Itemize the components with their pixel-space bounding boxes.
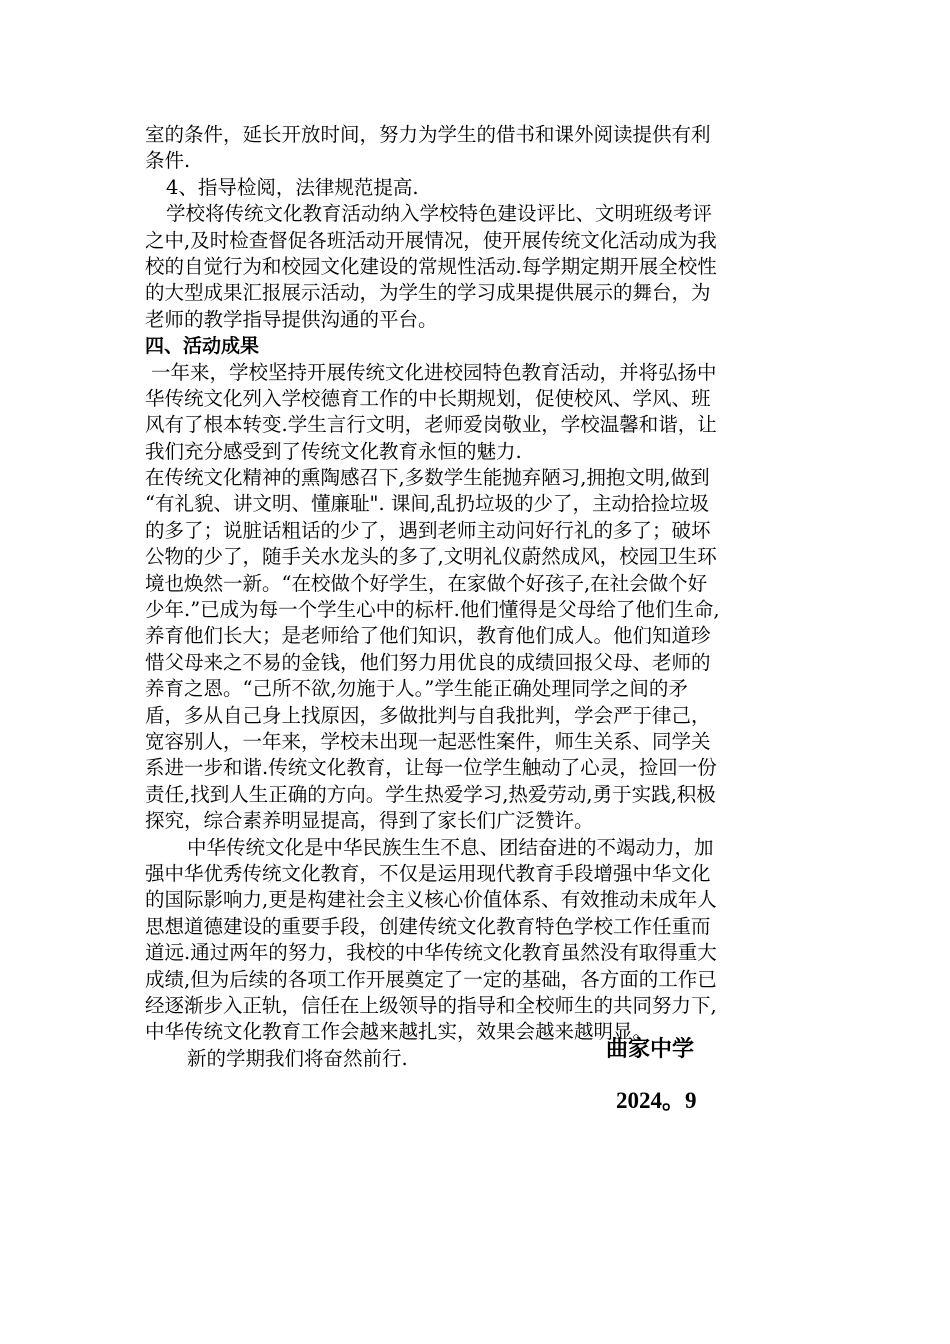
text-line: 宽容别人，一年来，学校未出现一起恶性案件，师生关系、同学关	[145, 729, 711, 753]
text-line: 思想道德建设的重要手段，创建传统文化教育特色学校工作任重而	[145, 914, 711, 938]
text-line: 我们充分感受到了传统文化教育永恒的魅力.	[145, 439, 522, 463]
text-line: 探究，综合素养明显提高，得到了家长们广泛赞许。	[145, 809, 594, 833]
text-line: 校的自觉行为和校园文化建设的常规性活动.每学期定期开展全校性	[145, 254, 717, 278]
text-line: 之中,及时检查督促各班活动开展情况，使开展传统文化活动成为我	[145, 228, 717, 252]
text-line: 学校将传统文化教育活动纳入学校特色建设评比、文明班级考评	[166, 202, 713, 226]
text-line: 中华传统文化是中华民族生生不息、团结奋进的不竭动力，加	[187, 835, 714, 859]
text-line: 在传统文化精神的熏陶感召下,多数学生能抛弃陋习,拥抱文明,做到	[145, 466, 710, 490]
text-line: 盾，多从自己身上找原因，多做批判与自我批判，学会严于律己，	[145, 703, 711, 727]
text-line: 一年来，学校坚持开展传统文化进校园特色教育活动，并将弘扬中	[151, 360, 717, 384]
text-line: 风有了根本转变.学生言行文明，老师爱岗敬业，学校温馨和谐，让	[145, 413, 717, 437]
text-line: 系进一步和谐.传统文化教育，让每一位学生触动了心灵，捡回一份	[145, 756, 717, 780]
text-line: 华传统文化列入学校德育工作的中长期规划，促使校风、学风、班	[145, 386, 711, 410]
text-line: 室的条件，延长开放时间，努力为学生的借书和课外阅读提供有利	[145, 123, 711, 146]
text-line: 少年.”已成为每一个学生心中的标杆.他们懂得是父母给了他们生命,	[145, 598, 720, 622]
text-line: 惜父母来之不易的金钱，他们努力用优良的成绩回报父母、老师的	[145, 650, 711, 674]
signature-date: 2024。9	[616, 1088, 697, 1113]
text-line: “有礼貌、讲文明、懂廉耻". 课间,乱扔垃圾的少了，主动拾捡垃圾	[145, 492, 710, 516]
text-line: 中华传统文化教育工作会越来越扎实，效果会越来越明显。	[145, 1020, 653, 1044]
text-line: 的大型成果汇报展示活动，为学生的学习成果提供展示的舞台，为	[145, 281, 711, 305]
text-line: 强中华优秀传统文化教育，不仅是运用现代教育手段增强中华文化	[145, 861, 711, 885]
text-line: 新的学期我们将奋然前行.	[187, 1046, 408, 1070]
text-line: 境也焕然一新。“在校做个好学生，在家做个好孩子,在社会做个好	[145, 571, 708, 595]
text-line: 4、指导检阅，法律规范提高.	[166, 175, 419, 199]
text-line: 养育之恩。“己所不欲,勿施于人。”学生能正确处理同学之间的矛	[145, 677, 688, 701]
text-line: 的国际影响力,更是构建社会主义核心价值体系、有效推动未成年人	[145, 888, 717, 912]
text-line: 经逐渐步入正轨，信任在上级领导的指导和全校师生的共同努力下,	[145, 993, 717, 1017]
text-line: 道远.通过两年的努力，我校的中华传统文化教育虽然没有取得重大	[145, 941, 717, 965]
text-line: 老师的教学指导提供沟通的平台。	[145, 307, 438, 331]
text-line: 条件.	[145, 149, 191, 173]
document-body	[145, 122, 815, 1072]
text-line: 成绩,但为后续的各项工作开展奠定了一定的基础，各方面的工作已	[145, 967, 717, 991]
section-heading: 四、活动成果	[145, 335, 260, 358]
text-line: 的多了；说脏话粗话的少了，遇到老师主动问好行礼的多了；破坏	[145, 518, 711, 542]
text-line: 养育他们长大；是老师给了他们知识，教育他们成人。他们知道珍	[145, 624, 711, 648]
signature-school: 曲家中学	[606, 1037, 695, 1062]
text-line: 公物的少了，随手关水龙头的多了,文明礼仪蔚然成风，校园卫生环	[145, 545, 717, 569]
text-line: 责任,找到人生正确的方向。学生热爱学习,热爱劳动,勇于实践,积极	[145, 782, 716, 806]
